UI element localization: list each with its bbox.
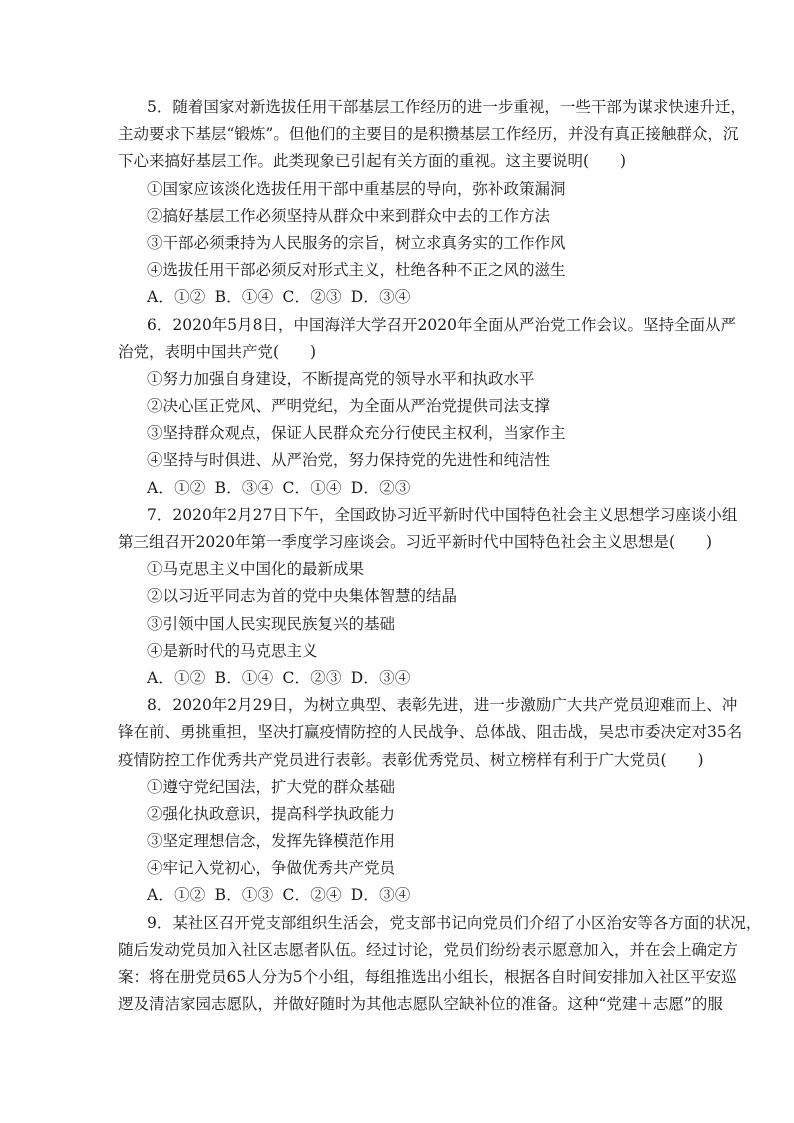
choice-c: C．②③ (282, 288, 342, 307)
choice-d: D．③④ (350, 886, 411, 905)
question-6 (118, 312, 736, 502)
question-stem-line: 治党，表明中国共产党( ) (118, 342, 317, 361)
choice-d: D．③④ (350, 288, 411, 307)
choice-c: C．①④ (282, 478, 342, 497)
question-stem-line: 案：将在册党员65人分为5个小组，每组推选出小组长，根据各自时间安排加入社区平安巡 (118, 968, 737, 986)
choice-a: A．①② (147, 288, 206, 307)
choice-b: B．①④ (214, 288, 274, 307)
question-stem-line: 6．2020年5月8日，中国海洋大学召开2020年全面从严治党工作会议。坚持全面从严 (147, 315, 736, 334)
exam-page (118, 94, 762, 1018)
choice-b: B．①④ (214, 668, 274, 687)
option-item: ③坚定理想信念，发挥先锋模范作用 (147, 832, 396, 851)
option-item: ②以习近平同志为首的党中央集体智慧的结晶 (147, 587, 458, 606)
choice-c: C．②④ (282, 886, 342, 905)
choice-a: A．①② (147, 886, 206, 905)
question-stem-line: 5．随着国家对新选拔任用干部基层工作经历的进一步重视，一些干部为谋求快速升迁， (147, 98, 746, 116)
choice-d: D．②③ (350, 478, 411, 497)
question-stem-line: 7．2020年2月27日下午，全国政协习近平新时代中国特色社会主义思想学习座谈小组 (147, 505, 738, 524)
question-stem-line: 疫情防控工作优秀共产党员进行表彰。表彰优秀党员、树立榜样有利于广大党员( ) (118, 750, 704, 769)
option-item: ②强化执政意识，提高科学执政能力 (147, 804, 396, 823)
option-item: ④牢记入党初心，争做优秀共产党员 (147, 859, 396, 878)
option-item: ④坚持与时俱进、从严治党，努力保持党的先进性和纯洁性 (147, 451, 551, 470)
question-7 (118, 502, 738, 692)
option-item: ④选拔任用干部必须反对形式主义，杜绝各种不正之风的滋生 (147, 261, 566, 280)
option-item: ④是新时代的马克思主义 (147, 641, 318, 660)
answer-choices (118, 882, 680, 909)
answer-choices (118, 475, 680, 502)
question-stem-line: 逻及清洁家园志愿队，并做好随时为其他志愿队空缺补位的准备。这种“党建＋志愿”的服 (118, 995, 723, 1014)
option-item: ③引领中国人民实现民族复兴的基础 (147, 614, 396, 633)
option-item: ③干部必须秉持为人民服务的宗旨，树立求真务实的工作作风 (147, 233, 566, 252)
option-item: ①遵守党纪国法，扩大党的群众基础 (147, 777, 396, 796)
answer-choices (118, 284, 680, 311)
choice-b: B．③④ (214, 478, 274, 497)
question-stem-line: 下心来搞好基层工作。此类现象已引起有关方面的重视。这主要说明( ) (118, 152, 627, 171)
option-item: ①努力加强自身建设，不断提高党的领导水平和执政水平 (147, 369, 535, 388)
question-stem-line: 9．某社区召开党支部组织生活会，党支部书记向党员们介绍了小区治安等各方面的状况， (147, 913, 762, 932)
option-item: ①马克思主义中国化的最新成果 (147, 560, 365, 579)
question-stem-line: 第三组召开2020年第一季度学习座谈会。习近平新时代中国特色社会主义思想是( ) (118, 533, 713, 551)
question-5 (118, 94, 746, 312)
question-stem-line: 8．2020年2月29日，为树立典型、表彰先进，进一步激励广大共产党员迎难而上、冲 (147, 696, 738, 715)
choice-a: A．①② (147, 668, 206, 687)
question-stem-line: 主动要求下基层“锻炼”。但他们的主要目的是积攒基层工作经历，并没有真正接触群众，沉 (118, 125, 739, 144)
option-item: ①国家应该淡化选拔任用干部中重基层的导向，弥补政策漏洞 (147, 179, 566, 198)
option-item: ②搞好基层工作必须坚持从群众中来到群众中去的工作方法 (147, 206, 551, 225)
choice-a: A．①② (147, 478, 206, 497)
question-8 (118, 692, 743, 910)
choice-d: D．③④ (350, 668, 411, 687)
question-stem-line: 随后发动党员加入社区志愿者队伍。经过讨论，党员们纷纷表示愿意加入，并在会上确定方 (118, 940, 739, 959)
option-item: ②决心匡正党风、严明党纪，为全面从严治党提供司法支撑 (147, 397, 551, 416)
answer-choices (118, 665, 680, 692)
choice-b: B．①③ (214, 886, 274, 905)
choice-c: C．②③ (282, 668, 342, 687)
option-item: ③坚持群众观点，保证人民群众充分行使民主权利，当家作主 (147, 424, 566, 443)
question-stem-line: 锋在前、勇挑重担，坚决打赢疫情防控的人民战争、总体战、阻击战，吴忠市委决定对35名 (118, 723, 743, 742)
question-9 (118, 910, 762, 1019)
